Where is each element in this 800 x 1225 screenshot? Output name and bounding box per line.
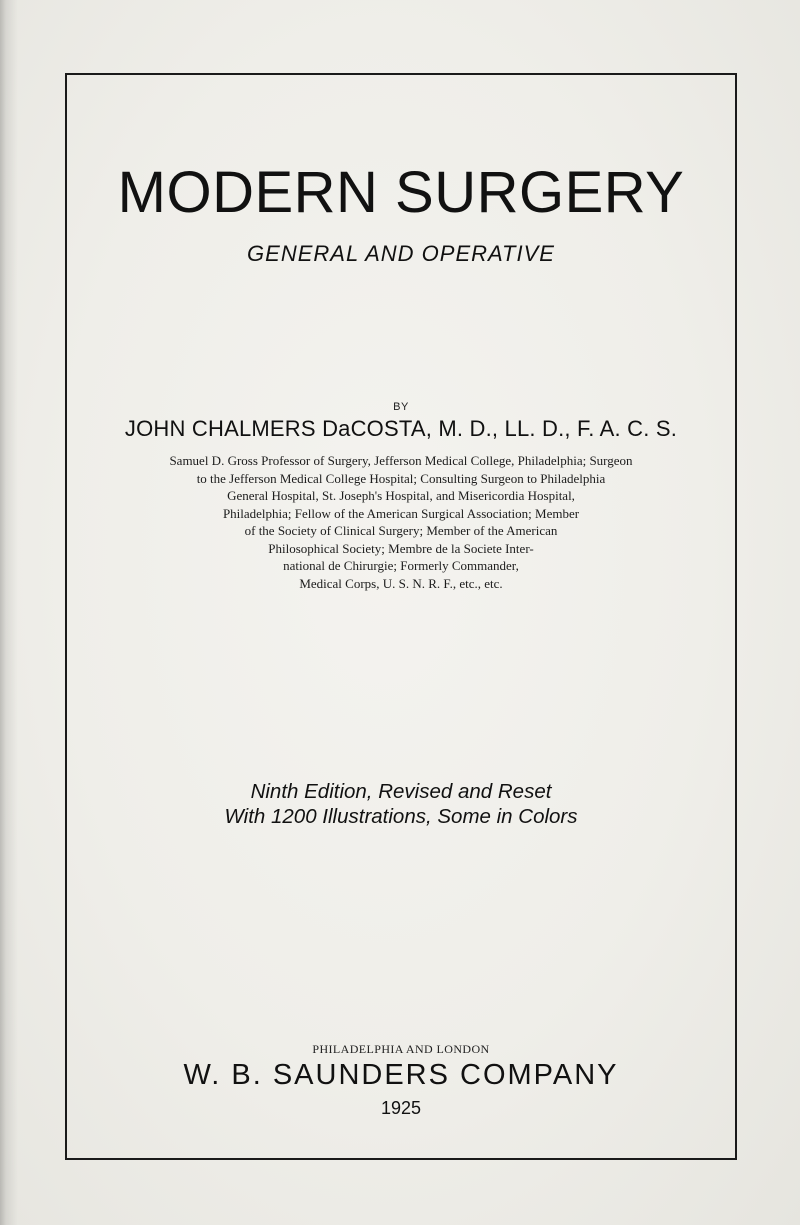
credentials-line: national de Chirurgie; Formerly Commander, — [283, 558, 519, 573]
edition-info — [65, 779, 737, 829]
credentials-line: General Hospital, St. Joseph's Hospital, and Misericordia Hospital, — [227, 488, 575, 503]
edition-line: Ninth Edition, Revised and Reset — [250, 780, 552, 803]
illustrations-line: With 1200 Illustrations, Some in Colors — [224, 805, 578, 828]
credentials-line: of the Society of Clinical Surgery; Member of the American — [244, 523, 558, 538]
book-title: MODERN SURGERY — [117, 160, 685, 225]
publisher-name: W. B. SAUNDERS COMPANY — [183, 1059, 619, 1091]
credentials-line: Philosophical Society; Membre de la Societe Inter- — [268, 540, 534, 556]
credentials-line: to the Jefferson Medical College Hospital; Consulting Surgeon to Philadelphia — [196, 470, 606, 486]
publication-place: PHILADELPHIA AND LONDON — [312, 1042, 490, 1056]
credentials-line: Samuel D. Gross Professor of Surgery, Jefferson Medical College, Philadelphia; Surgeon — [169, 453, 633, 468]
by-label: BY — [393, 401, 409, 413]
author-credentials — [118, 452, 684, 592]
page-border-frame — [65, 73, 737, 1160]
book-subtitle: GENERAL AND OPERATIVE — [247, 241, 555, 266]
author-name: JOHN CHALMERS DaCOSTA, M. D., LL. D., F. A. C. S. — [124, 416, 678, 441]
credentials-line: Medical Corps, U. S. N. R. F., etc., etc. — [299, 575, 503, 591]
publication-year: 1925 — [380, 1098, 422, 1118]
credentials-line: Philadelphia; Fellow of the American Surgical Association; Member — [222, 505, 580, 521]
